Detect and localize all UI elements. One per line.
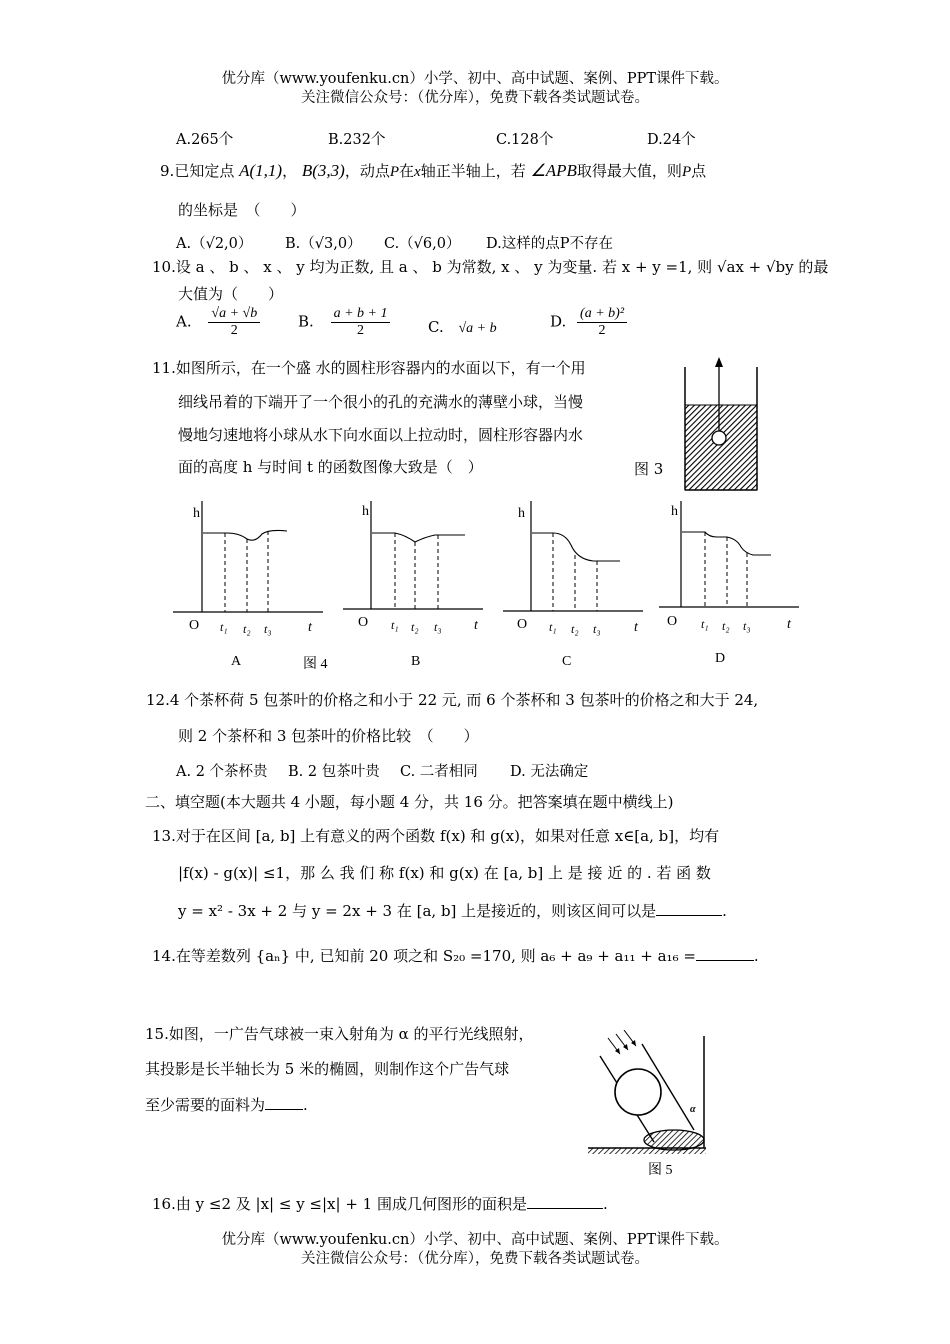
graph-d <box>659 501 799 666</box>
q12-number: 12. <box>146 691 170 709</box>
question-12-line-1 <box>146 689 758 710</box>
q8-option-c: C.128个 <box>496 132 554 148</box>
graph-b-t3: t₃ <box>434 620 442 634</box>
graph-c-axis-h: h <box>518 506 525 521</box>
q9-var-p: P <box>389 164 400 180</box>
question-16-line <box>152 1193 608 1214</box>
header-line-2: 关注微信公众号：（优分库），免费下载各类试题试卷。 <box>301 90 649 106</box>
q10-option-a-label: A. <box>176 312 192 331</box>
q10-option-c-label: C. <box>428 318 444 336</box>
q9-angle: ∠APB <box>530 161 577 180</box>
question-10-line-1 <box>152 256 828 277</box>
q8-option-d: D.24个 <box>647 132 696 148</box>
graph-d-label: D <box>715 651 726 666</box>
question-11-line-3: 慢地匀速地将小球从水下向水面以上拉动时，圆柱形容器内水 <box>178 426 584 444</box>
figure-5-alpha: α <box>690 1104 696 1115</box>
graph-a-label: A <box>231 654 242 669</box>
q16-answer-blank[interactable] <box>527 1208 603 1209</box>
graph-b-t1: t₁ <box>391 618 399 632</box>
q8-option-b: B.232个 <box>328 132 386 148</box>
q15-line-1-text: 如图，一广告气球被一束入射角为 α 的平行光线照射， <box>168 1025 534 1043</box>
graph-b <box>343 501 483 669</box>
q10-option-a <box>176 306 260 339</box>
q13-tail: . <box>722 902 727 920</box>
q9-text-d: 轴正半轴上，若 <box>420 162 526 180</box>
q9-number: 9. <box>160 162 175 180</box>
figure-3-container <box>676 355 766 495</box>
q10-number: 10. <box>152 258 176 276</box>
q10-option-a-denominator: 2 <box>230 323 238 338</box>
q12-option-d: D. 无法确定 <box>510 764 589 780</box>
graph-b-origin: O <box>358 615 369 630</box>
graph-c-origin: O <box>517 617 528 632</box>
question-14-line <box>152 945 759 966</box>
graph-a <box>173 501 323 669</box>
graph-d-t3: t₃ <box>743 619 751 633</box>
q16-number: 16. <box>152 1195 176 1213</box>
q14-tail: . <box>753 947 759 965</box>
q10-option-b-denominator: 2 <box>357 323 365 338</box>
question-11-line-2: 细线吊着的下端开了一个很小的孔的充满水的薄壁小球，当慢 <box>178 393 584 411</box>
q9-text-c: 在 <box>399 162 415 180</box>
graph-b-label: B <box>411 654 421 669</box>
q9-option-c: C.（√6,0） <box>384 236 461 252</box>
graph-a-t3: t₃ <box>264 622 272 636</box>
graph-a-t2: t₂ <box>243 622 251 636</box>
figure-3-label: 图 3 <box>634 460 664 478</box>
q16-text: 由 y ≤2 及 |x| ≤ y ≤|x| + 1 围成几何图形的面积是 <box>175 1195 527 1213</box>
graph-d-axis-t: t <box>787 617 791 632</box>
q10-option-c-expr: √a + b <box>458 321 497 336</box>
question-15-line-3 <box>145 1094 308 1115</box>
q9-var-p2: P <box>681 164 692 180</box>
q12-option-a: A. 2 个茶杯贵 <box>176 764 268 780</box>
graph-a-t1: t₁ <box>220 620 228 634</box>
q14-answer-blank[interactable] <box>696 960 754 961</box>
q9-text-b: ，动点 <box>344 162 390 180</box>
header-line-1: 优分库（www.youfenku.cn）小学、初中、高中试题、案例、PPT课件下载。 <box>221 71 729 87</box>
question-13-line-2: |f(x) - g(x)| ≤1，那 么 我 们 称 f(x) 和 g(x) 在 [a, b] 上 是 接 近 的 . 若 函 数 <box>178 864 711 882</box>
question-15-line-1 <box>145 1023 534 1044</box>
q15-line-3-text: 至少需要的面料为 <box>145 1096 266 1114</box>
question-13-line-3 <box>178 900 727 921</box>
q10-option-c <box>428 318 497 337</box>
graph-a-axis-t: t <box>308 620 312 635</box>
q9-text-a: 已知定点 <box>174 162 235 180</box>
q9-text-f: 点 <box>691 162 707 180</box>
q12-option-c: C. 二者相同 <box>400 764 478 780</box>
q13-line-3-text: y = x² - 3x + 2 与 y = 2x + 3 在 [a, b] 上是接近的，则该区间可以是 <box>178 902 657 920</box>
figure-5-balloon <box>586 1030 714 1180</box>
graph-d-origin: O <box>667 614 678 629</box>
q9-option-d: D.这样的点P不存在 <box>486 236 613 252</box>
question-11-line-1 <box>152 357 586 378</box>
q10-line-1-text: 设 a 、 b 、 x 、 y 均为正数, 且 a 、 b 为常数, x 、 y 为变量. 若 x + y =1, 则 √ax + √by 的最 <box>175 258 829 276</box>
q15-tail: . <box>303 1096 308 1114</box>
figure-4-graphs <box>165 495 805 675</box>
q9-point-b: B(3,3) <box>301 161 345 180</box>
q12-line-1-text: 4 个茶杯荷 5 包茶叶的价格之和小于 22 元, 而 6 个茶杯和 3 包茶叶的价格之和大于 24, <box>169 691 759 709</box>
question-12-line-2: 则 2 个茶杯和 3 包茶叶的价格比较 （ ） <box>178 727 479 745</box>
question-10-line-2: 大值为（ ） <box>178 285 284 303</box>
q15-number: 15. <box>145 1025 169 1043</box>
q9-option-b: B.（√3,0） <box>285 236 362 252</box>
graph-d-axis-h: h <box>671 504 678 519</box>
graph-a-axis-h: h <box>193 506 200 521</box>
q15-answer-blank[interactable] <box>265 1109 303 1110</box>
question-9-line-2: 的坐标是 （ ） <box>178 201 306 219</box>
graph-c-t2: t₂ <box>571 622 579 636</box>
graph-d-t1: t₁ <box>701 617 709 631</box>
q12-option-b: B. 2 包茶叶贵 <box>288 764 380 780</box>
graph-c-t1: t₁ <box>549 620 557 634</box>
figure-5-label: 图 5 <box>648 1163 673 1178</box>
q10-option-d <box>550 306 627 339</box>
q8-option-a: A.265个 <box>176 132 234 148</box>
q11-line-1-text: 如图所示，在一个盛 水的圆柱形容器内的水面以下，有一个用 <box>175 359 586 377</box>
q13-line-1-text: 对于在区间 [a, b] 上有意义的两个函数 f(x) 和 g(x)，如果对任意 x∈[a, b]，均有 <box>175 827 720 845</box>
q13-number: 13. <box>152 827 176 845</box>
section-2-title: 二、填空题(本大题共 4 小题，每小题 4 分，共 16 分。把答案填在题中横线上) <box>145 793 674 811</box>
footer-line-1: 优分库（www.youfenku.cn）小学、初中、高中试题、案例、PPT课件下载。 <box>221 1232 729 1248</box>
graph-d-t2: t₂ <box>722 619 730 633</box>
graph-b-axis-t: t <box>474 618 478 633</box>
q14-text: 在等差数列 {aₙ} 中, 已知前 20 项之和 S₂₀ =170, 则 a₆ + a₉ + a₁₁ + a₁₆ = <box>175 947 696 965</box>
question-15-line-2: 其投影是长半轴长为 5 米的椭圆，则制作这个广告气球 <box>145 1060 510 1078</box>
q9-sep: ， <box>282 162 298 180</box>
q9-text-e: 取得最大值，则 <box>576 162 682 180</box>
graph-b-t2: t₂ <box>411 620 419 634</box>
q14-number: 14. <box>152 947 176 965</box>
graph-c-axis-t: t <box>634 620 638 635</box>
question-9-line-1 <box>160 160 706 181</box>
q9-point-a: A(1,1) <box>239 161 283 180</box>
q9-option-a: A.（√2,0） <box>176 236 253 252</box>
q10-option-b <box>298 306 390 339</box>
q10-option-b-numerator: a + b + 1 <box>331 306 391 323</box>
question-11-line-4: 面的高度 h 与时间 t 的函数图像大致是（ ） <box>178 458 483 476</box>
q10-option-b-label: B. <box>298 312 314 331</box>
graph-c-t3: t₃ <box>593 622 601 636</box>
q11-number: 11. <box>152 359 176 377</box>
q10-option-d-label: D. <box>550 312 567 331</box>
graph-c-label: C <box>562 654 572 669</box>
q10-option-d-numerator: (a + b)² <box>577 306 627 323</box>
graph-b-axis-h: h <box>362 504 369 519</box>
question-13-line-1 <box>152 825 719 846</box>
q16-tail: . <box>602 1195 608 1213</box>
q9-var-x: x <box>414 164 421 180</box>
q10-option-d-denominator: 2 <box>598 323 606 338</box>
q10-option-a-numerator: √a + √b <box>208 306 260 323</box>
footer-line-2: 关注微信公众号：（优分库），免费下载各类试题试卷。 <box>301 1251 649 1267</box>
graph-c <box>503 501 643 669</box>
q13-answer-blank[interactable] <box>656 915 722 916</box>
figure-4-label: 图 4 <box>303 657 328 672</box>
graph-a-origin: O <box>189 618 200 633</box>
